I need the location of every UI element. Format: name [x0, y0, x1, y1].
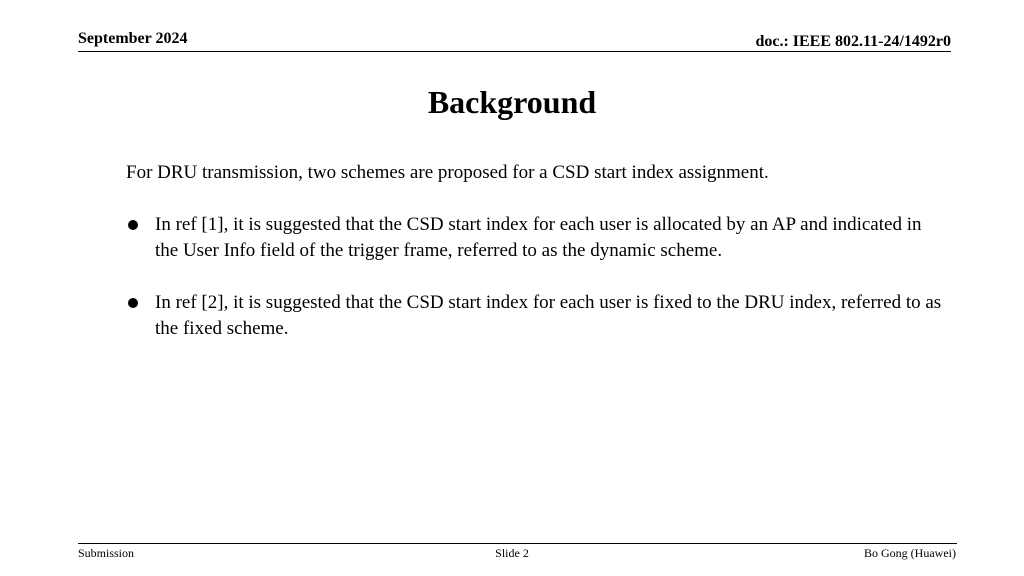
footer-slide-number: Slide 2	[495, 546, 529, 560]
slide-title: Background	[427, 84, 597, 120]
header-date: September 2024	[78, 30, 188, 47]
bullet-text: In ref [2], it is suggested that the CSD start index for each user is fixed to the DRU index, referred to as the fixed scheme.	[155, 292, 942, 339]
footer-divider	[78, 543, 957, 544]
footer-submission: Submission	[78, 546, 135, 560]
intro-paragraph: For DRU transmission, two schemes are proposed for a CSD start index assignment.	[126, 162, 769, 183]
footer-author: Bo Gong (Huawei)	[864, 546, 956, 560]
header-divider	[78, 51, 951, 52]
bullet-list	[126, 212, 946, 342]
bullet-text: In ref [1], it is suggested that the CSD start index for each user is allocated by an AP and indicated in the User Info field of the trigger frame, referred to as the dynamic scheme.	[155, 214, 922, 261]
bullet-dot-icon	[128, 220, 138, 230]
bullet-item	[126, 290, 946, 342]
bullet-dot-icon	[128, 298, 138, 308]
bullet-item	[126, 212, 946, 264]
header-doc-id: doc.: IEEE 802.11-24/1492r0	[755, 33, 951, 50]
slide-body	[126, 160, 946, 342]
